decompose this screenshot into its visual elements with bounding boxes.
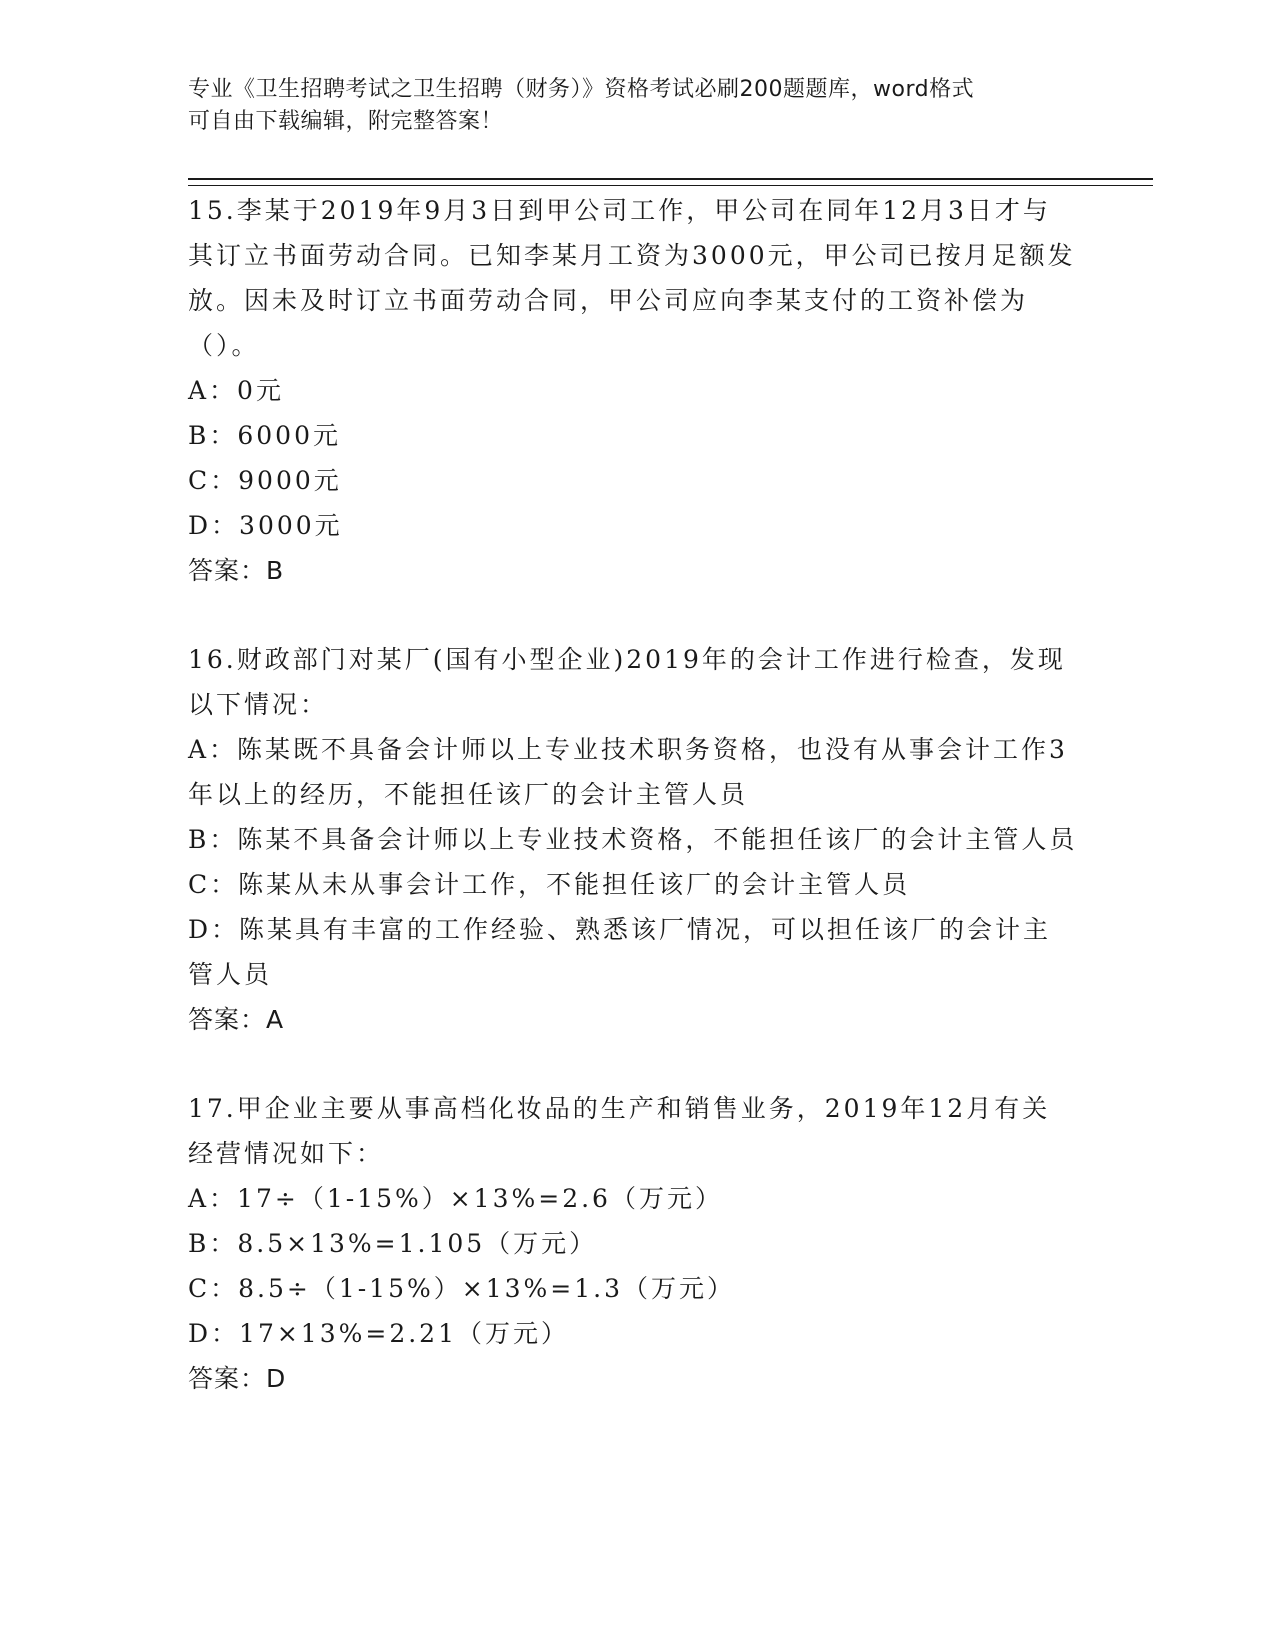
- question-17: [188, 1086, 1078, 1401]
- option-a: A：17÷（1-15%）×13%=2.6（万元）: [188, 1184, 723, 1213]
- answer-line: 答案：A: [188, 1005, 285, 1034]
- answer-line: 答案：D: [188, 1364, 287, 1393]
- document-header: [188, 74, 1088, 138]
- header-divider: [188, 178, 1153, 186]
- question-stem: 16.财政部门对某厂(国有小型企业)2019年的会计工作进行检查，发现以下情况：: [188, 645, 1066, 719]
- header-title-line-1: 专业《卫生招聘考试之卫生招聘（财务）》资格考试必刷200题题库，word格式: [188, 77, 975, 102]
- option-b: B：6000元: [188, 421, 341, 450]
- question-stem: 17.甲企业主要从事高档化妆品的生产和销售业务，2019年12月有关经营情况如下：: [188, 1094, 1051, 1168]
- answer-line: 答案：B: [188, 556, 285, 585]
- option-c: C：8.5÷（1-15%）×13%=1.3（万元）: [188, 1274, 735, 1303]
- question-15: [188, 188, 1078, 593]
- question-list: [188, 188, 1078, 1401]
- option-b: B：陈某不具备会计师以上专业技术资格，不能担任该厂的会计主管人员: [188, 825, 1078, 854]
- option-d: D：陈某具有丰富的工作经验、熟悉该厂情况，可以担任该厂的会计主管人员: [188, 915, 1052, 989]
- option-a: A：陈某既不具备会计师以上专业技术职务资格，也没有从事会计工作3年以上的经历，不能担任该厂的会计主管人员: [188, 735, 1068, 809]
- option-b: B：8.5×13%=1.105（万元）: [188, 1229, 598, 1258]
- question-stem: 15.李某于2019年9月3日到甲公司工作，甲公司在同年12月3日才与其订立书面劳动合同。已知李某月工资为3000元，甲公司已按月足额发放。因未及时订立书面劳动合同，甲公司应向李某支付的工资补偿为（）。: [188, 196, 1076, 360]
- option-c: C：陈某从未从事会计工作，不能担任该厂的会计主管人员: [188, 870, 911, 899]
- option-d: D：17×13%=2.21（万元）: [188, 1319, 569, 1348]
- header-title-line-2: 可自由下载编辑，附完整答案！: [188, 109, 504, 134]
- option-a: A：0元: [188, 376, 284, 405]
- option-c: C：9000元: [188, 466, 342, 495]
- question-16: [188, 637, 1078, 1042]
- option-d: D：3000元: [188, 511, 343, 540]
